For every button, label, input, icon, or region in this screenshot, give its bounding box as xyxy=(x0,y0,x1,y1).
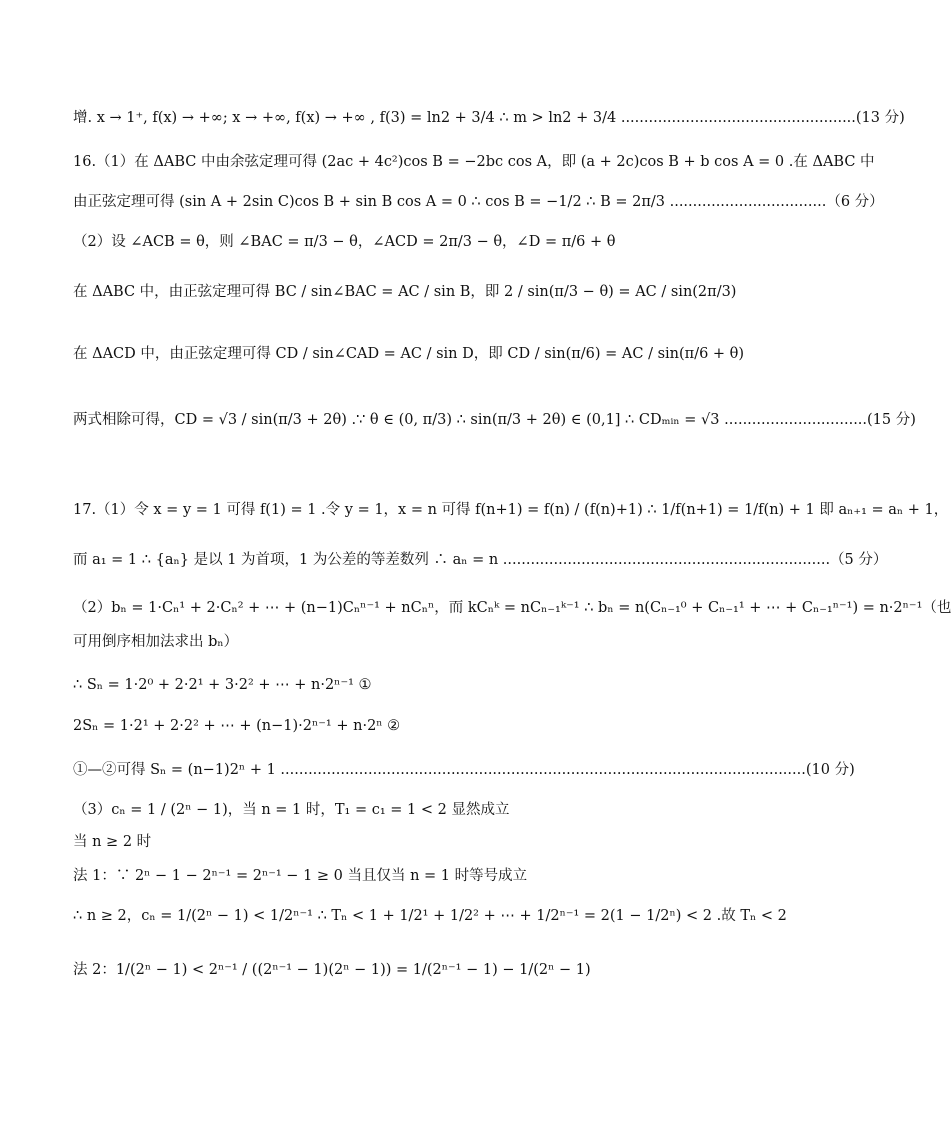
text-line-q16-conclusion: 两式相除可得，CD = √3 / sin(π/3 + 2θ) .∵ θ ∈ (0, π/3) ∴ sin(π/3 + 2θ) ∈ (0,1] ∴ CDₘᵢₙ = √3 ...............................(15 分) xyxy=(73,412,916,428)
text-line-q17-sn-equation-2: 2Sₙ = 1·2¹ + 2·2² + ⋯ + (n−1)·2ⁿ⁻¹ + n·2ⁿ ② xyxy=(73,718,401,734)
text-line-q17-method-1: 法 1：∵ 2ⁿ − 1 − 2ⁿ⁻¹ = 2ⁿ⁻¹ − 1 ≥ 0 当且仅当 n = 1 时等号成立 xyxy=(73,868,528,884)
text-line-q17-part3-cn: （3）cₙ = 1 / (2ⁿ − 1)，当 n = 1 时，T₁ = c₁ = 1 < 2 显然成立 xyxy=(73,802,510,818)
text-line-q17-sn-result: ①—②可得 Sₙ = (n−1)2ⁿ + 1 ..................................................................................................................(10 分) xyxy=(73,762,855,778)
text-line-q17-part1-conclusion: 而 a₁ = 1 ∴ {aₙ} 是以 1 为首项，1 为公差的等差数列 ∴ aₙ = n .......................................................................（5 分） xyxy=(73,552,888,568)
text-line-q17-n-ge-2: 当 n ≥ 2 时 xyxy=(73,834,152,850)
text-line-q16-part1-cosine-law: 16.（1）在 ΔABC 中由余弦定理可得 (2ac + 4c²)cos B = −2bc cos A，即 (a + 2c)cos B + b cos A = 0 .在 ΔABC 中 xyxy=(73,154,875,170)
text-line-q16-triangle-acd: 在 ΔACD 中，由正弦定理可得 CD / sin∠CAD = AC / sin D，即 CD / sin(π/6) = AC / sin(π/6 + θ) xyxy=(73,346,745,362)
text-line-q16-triangle-abc: 在 ΔABC 中，由正弦定理可得 BC / sin∠BAC = AC / sin B，即 2 / sin(π/3 − θ) = AC / sin(2π/3) xyxy=(73,284,737,300)
text-line-q17-method-1-bound: ∴ n ≥ 2，cₙ = 1/(2ⁿ − 1) < 1/2ⁿ⁻¹ ∴ Tₙ < 1 + 1/2¹ + 1/2² + ⋯ + 1/2ⁿ⁻¹ = 2(1 − 1/2ⁿ) < 2 .故 Tₙ < 2 xyxy=(73,908,787,924)
text-line-q16-part2-angles: （2）设 ∠ACB = θ，则 ∠BAC = π/3 − θ，∠ACD = 2π/3 − θ，∠D = π/6 + θ xyxy=(73,234,616,250)
text-line-q17-part1: 17.（1）令 x = y = 1 可得 f(1) = 1 .令 y = 1，x = n 可得 f(n+1) = f(n) / (f(n)+1) ∴ 1/f(n+1) = 1/f(n) + 1 即 aₙ₊₁ = aₙ + 1， xyxy=(73,502,949,518)
text-line-q17-method-2: 法 2：1/(2ⁿ − 1) < 2ⁿ⁻¹ / ((2ⁿ⁻¹ − 1)(2ⁿ − 1)) = 1/(2ⁿ⁻¹ − 1) − 1/(2ⁿ − 1) xyxy=(73,962,591,978)
text-line-q17-part2-bn: （2）bₙ = 1·Cₙ¹ + 2·Cₙ² + ⋯ + (n−1)Cₙⁿ⁻¹ + nCₙⁿ，而 kCₙᵏ = nCₙ₋₁ᵏ⁻¹ ∴ bₙ = n(Cₙ₋₁⁰ + Cₙ₋₁¹ + ⋯ + Cₙ₋₁ⁿ⁻¹) = n·2ⁿ⁻¹（也 xyxy=(73,600,951,616)
text-line-q17-part2-note: 可用倒序相加法求出 bₙ） xyxy=(73,634,239,650)
text-line-q17-sn-equation-1: ∴ Sₙ = 1·2⁰ + 2·2¹ + 3·2² + ⋯ + n·2ⁿ⁻¹ ① xyxy=(73,677,372,693)
text-line-q15-conclusion: 增. x → 1⁺, f(x) → +∞; x → +∞, f(x) → +∞ , f(3) = ln2 + 3/4 ∴ m > ln2 + 3/4 ...................................................(13 分) xyxy=(73,110,905,126)
text-line-q16-part1-sine-law: 由正弦定理可得 (sin A + 2sin C)cos B + sin B cos A = 0 ∴ cos B = −1/2 ∴ B = 2π/3 ..................................（6 分） xyxy=(73,194,884,210)
